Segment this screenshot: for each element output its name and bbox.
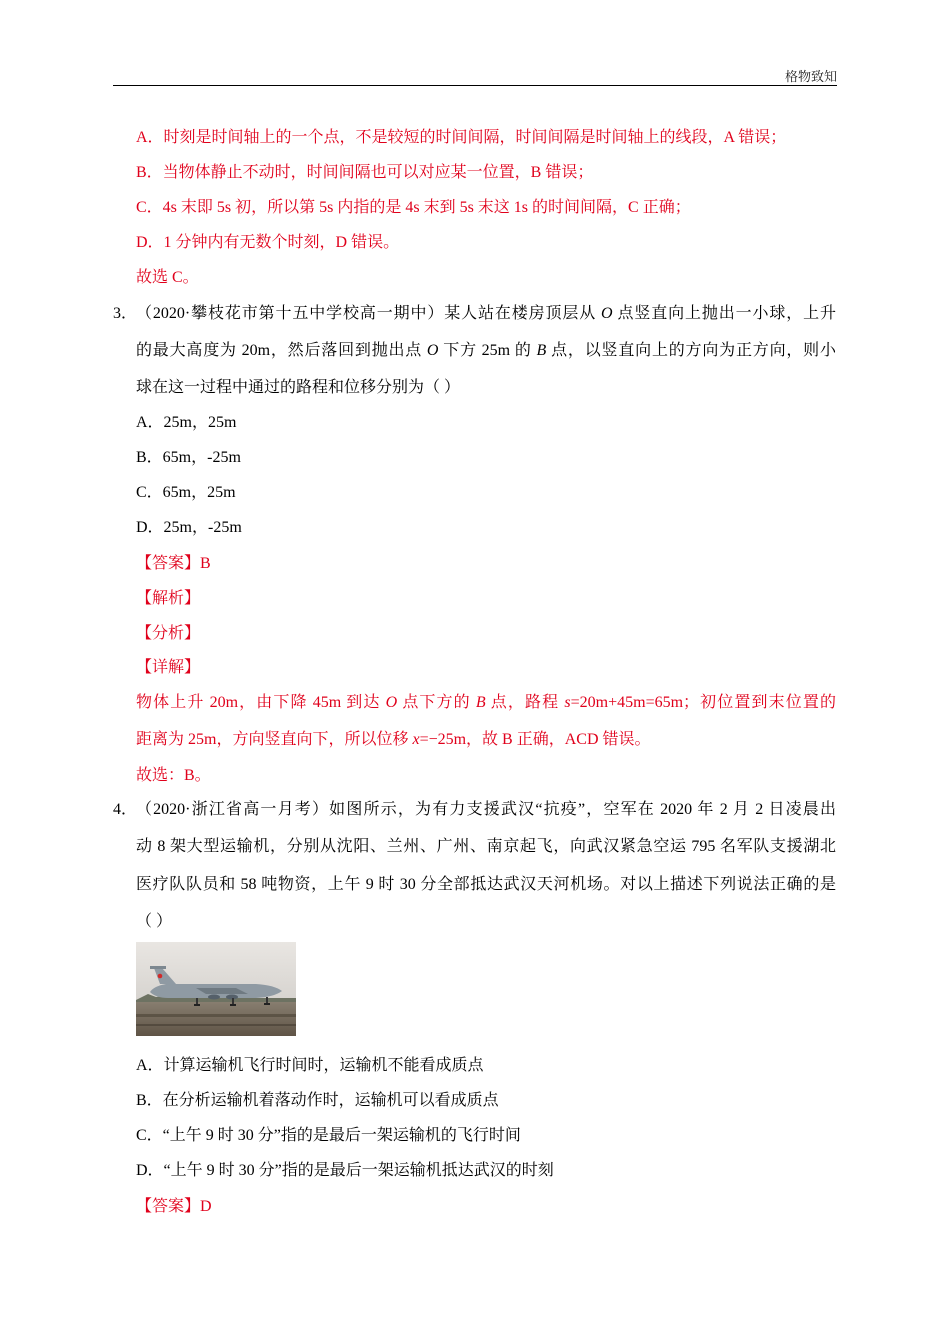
q3-xiangjie-tag: 【详解】 [136,659,201,676]
q3-option-b: B．65m，-25m [136,449,241,466]
q4-stem-line-2: 动 8 架大型运输机，分别从沈阳、兰州、广州、南京起飞，向武汉紧急空运 795 名军队支援湖北 [136,838,836,855]
q2-analysis-d: D．1 分钟内有无数个时刻，D 错误。 [136,234,400,251]
q4-option-c: C．“上午 9 时 30 分”指的是最后一架运输机的飞行时间 [136,1127,521,1144]
q2-analysis-c: C．4s 末即 5s 初，所以第 5s 内指的是 4s 末到 5s 末这 1s 的时间间隔，C 正确； [136,199,691,216]
q4-stem-line-4: （ ） [136,913,173,930]
q4-option-d: D．“上午 9 时 30 分”指的是最后一架运输机抵达武汉的时刻 [136,1162,554,1179]
q4-option-b: B．在分析运输机着落动作时，运输机可以看成质点 [136,1092,499,1109]
q3-option-d: D．25m，-25m [136,519,242,536]
q3-detail-line-1: 物体上升 20m，由下降 45m 到达 O 点下方的 B 点，路程 s=20m+45m=65m；初位置到末位置的 [136,694,836,711]
header-brand: 格物致知 [784,69,837,84]
q2-analysis-a: A．时刻是时间轴上的一个点，不是较短的时间间隔，时间间隔是时间轴上的线段，A 错误； [136,129,787,146]
transport-plane-photo [136,942,296,1036]
q3-option-a: A．25m，25m [136,414,237,431]
q4-answer: 【答案】D [136,1198,212,1215]
q3-detail-line-2: 距离为 25m，方向竖直向下，所以位移 x=−25m，故 B 正确，ACD 错误。 [136,731,651,748]
q3-answer: 【答案】B [136,555,211,572]
q2-conclusion: 故选 C。 [136,269,199,286]
header-divider [113,85,837,86]
q4-stem-line-1: （2020·浙江省高一月考）如图所示，为有力支援武汉“抗疫”，空军在 2020 年 2 月 2 日凌晨出 [136,801,836,818]
q4-number: 4． [113,801,138,818]
q3-stem-line-1: （2020·攀枝花市第十五中学校高一期中）某人站在楼房顶层从 O 点竖直向上抛出一小球，上升 [136,305,836,322]
q4-stem-line-3: 医疗队队员和 58 吨物资，上午 9 时 30 分全部抵达武汉天河机场。对以上描述下列说法正确的是 [136,876,836,893]
q3-stem-line-3: 球在这一过程中通过的路程和位移分别为（ ） [136,379,461,396]
q3-fenxi-tag: 【分析】 [136,625,201,642]
q3-option-c: C．65m，25m [136,484,236,501]
q3-conclusion: 故选：B。 [136,767,211,784]
q3-number: 3． [113,305,138,322]
q4-option-a: A．计算运输机飞行时间时，运输机不能看成质点 [136,1057,484,1074]
q3-stem-line-2: 的最大高度为 20m，然后落回到抛出点 O 下方 25m 的 B 点，以竖直向上的方向为正方向，则小 [136,342,836,359]
q3-jiexi-tag: 【解析】 [136,590,201,607]
q2-analysis-b: B．当物体静止不动时，时间间隔也可以对应某一位置，B 错误； [136,164,594,181]
